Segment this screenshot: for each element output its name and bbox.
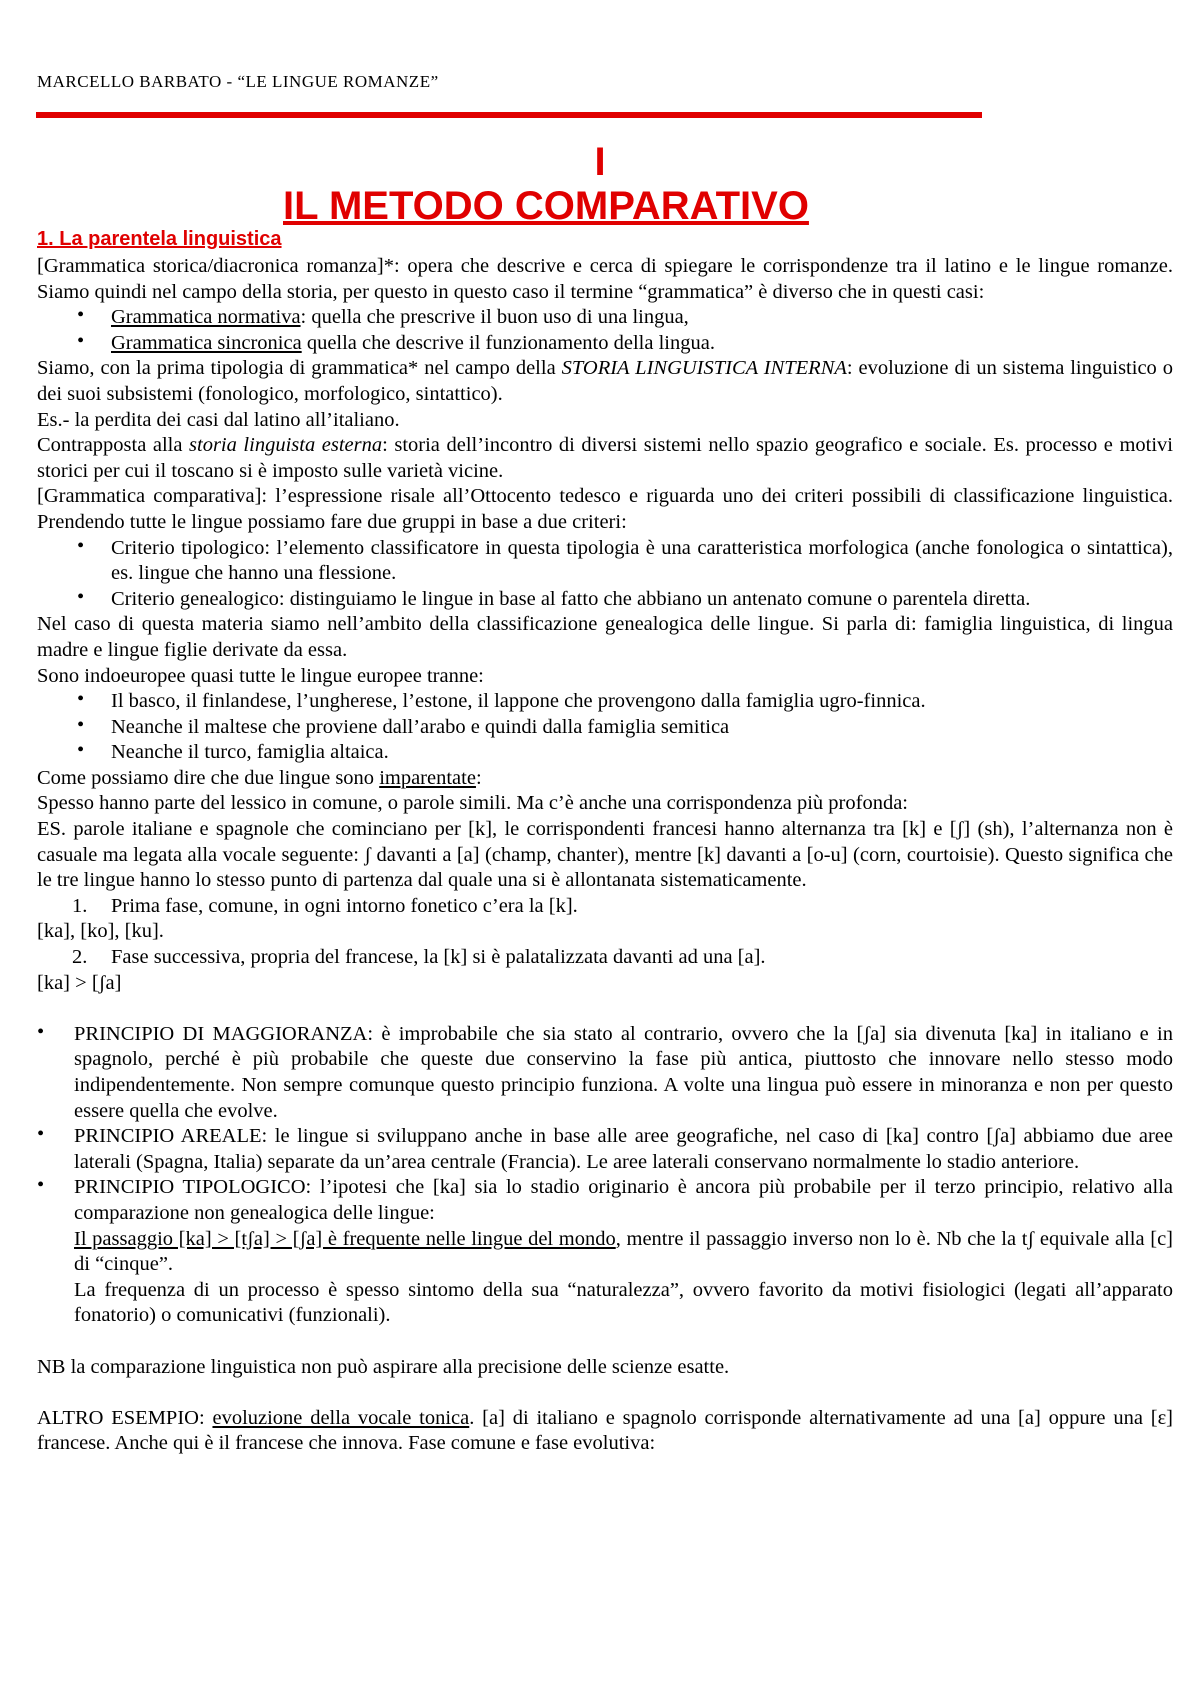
list-item: 1. Prima fase, comune, in ogni intorno fonetico c’era la [k]. <box>72 894 578 917</box>
sub-paragraph: Il passaggio [ka] > [tʃa] > [ʃa] è frequente nelle lingue del mondo, mentre il passaggio inverso non lo è. Nb che la tʃ equivale alla [c] di “cinque”. <box>74 1227 1173 1276</box>
paragraph: [Grammatica comparativa]: l’espressione risale all’Ottocento tedesco e riguarda uno dei criteri possibili di classificazione linguistica. Prendendo tutte le lingue possiamo fare due gruppi in base a due criteri: <box>37 485 1173 533</box>
document-body <box>37 254 1173 1457</box>
paragraph: ES. parole italiane e spagnole che cominciano per [k], le corrispondenti francesi hanno alternanza tra [k] e [ʃ] (sh), l’alternanza non è casuale ma legata alla vocale seguente: ʃ davanti a [a] (champ, chanter), mentre [k] davanti a [o-u] (corn, courtoisie). Questo significa che le tre lingue hanno lo stesso punto di partenza dal quale una si è allontanata sistematicamente. <box>37 818 1173 892</box>
list-item: • Neanche il turco, famiglia altaica. <box>37 740 1173 766</box>
grammar-types-list <box>37 305 1173 356</box>
paragraph: Sono indoeuropee quasi tutte le lingue europee tranne: <box>37 664 484 687</box>
paragraph: NB la comparazione linguistica non può aspirare alla precisione delle scienze esatte. <box>37 1355 730 1378</box>
paragraph: Nel caso di questa materia siamo nell’ambito della classificazione genealogica delle lingue. Si parla di: famiglia linguistica, di lingua madre e lingue figlie derivate da essa. <box>37 613 1173 661</box>
list-item: • PRINCIPIO TIPOLOGICO: l’ipotesi che [ka] sia lo stadio originario è ancora più probabile per il terzo principio, relativo alla comparazione non genealogica delle lingue: <box>37 1175 1173 1226</box>
list-item: • Il basco, il finlandese, l’ungherese, l’estone, il lappone che provengono dalla famiglia ugro-finnica. <box>37 689 1173 715</box>
chapter-number: I <box>594 140 606 184</box>
phases-list <box>37 945 1173 971</box>
page-header: MARCELLO BARBATO - “LE LINGUE ROMANZE” <box>37 72 439 91</box>
sub-paragraph: La frequenza di un processo è spesso sintomo della sua “naturalezza”, ovvero favorito da motivi fisiologici (legati all’apparato fonatorio) o comunicativi (funzionali). <box>74 1278 1173 1327</box>
list-item: • Criterio genealogico: distinguiamo le lingue in base al fatto che abbiano un antenato comune o parentela diretta. <box>37 587 1173 613</box>
phases-list <box>37 894 1173 920</box>
paragraph: [Grammatica storica/diacronica romanza]*: opera che descrive e cerca di spiegare le corrispondenze tra il latino e le lingue romanze. Siamo quindi nel campo della storia, per questo in questo caso il termine “grammatica” è diverso che in questi casi: <box>37 255 1173 303</box>
list-item: • Criterio tipologico: l’elemento classificatore in questa tipologia è una caratteristica morfologica (anche fonologica o sintattica), es. lingue che hanno una flessione. <box>37 536 1173 587</box>
paragraph: Contrapposta alla storia linguista esterna: storia dell’incontro di diversi sistemi nello spazio geografico e sociale. Es. processo e motivi storici per cui il toscano si è imposto sulle varietà vicine. <box>37 434 1173 482</box>
paragraph: Es.- la perdita dei casi dal latino all’italiano. <box>37 408 400 431</box>
list-item: • PRINCIPIO DI MAGGIORANZA: è improbabile che sia stato al contrario, ovvero che la [ʃa] sia divenuta [ka] in italiano e in spagnolo, perché è più probabile che queste due conservino la fase più antica, piuttosto che innovare nello stesso modo indipendentemente. Non sempre comunque questo principio funziona. A volte una lingua può essere in minoranza e non per questo essere quella che evolve. <box>37 1022 1173 1124</box>
list-item: 2. Fase successiva, propria del francese, la [k] si è palatalizzata davanti ad una [a]. <box>72 946 766 969</box>
principles-list <box>37 1022 1173 1227</box>
term: Grammatica sincronica <box>111 331 302 354</box>
section-title: 1. La parentela linguistica <box>37 228 282 250</box>
criteria-list <box>37 536 1173 613</box>
list-item: • Neanche il maltese che proviene dall’arabo e quindi dalla famiglia semitica <box>37 715 1173 741</box>
chapter-title: IL METODO COMPARATIVO <box>283 184 809 228</box>
paragraph: Come possiamo dire che due lingue sono imparentate: <box>37 766 482 789</box>
paragraph: Siamo, con la prima tipologia di grammatica* nel campo della STORIA LINGUISTICA INTERNA: evoluzione di un sistema linguistico o dei suoi subsistemi (fonologico, morfologico, sintattico). <box>37 357 1173 405</box>
header-rule <box>36 112 982 118</box>
list-item: • Grammatica normativa: quella che prescrive il buon uso di una lingua, <box>37 305 1173 331</box>
paragraph: ALTRO ESEMPIO: evoluzione della vocale tonica. [a] di italiano e spagnolo corrisponde alternativamente ad una [a] oppure una [ɛ] francese. Anche qui è il francese che innova. Fase comune e fase evolutiva: <box>37 1406 1173 1455</box>
paragraph: Spesso hanno parte del lessico in comune, o parole simili. Ma c’è anche una corrispondenza più profonda: <box>37 792 908 815</box>
term: Grammatica normativa <box>111 306 301 329</box>
paragraph: [ka], [ko], [ku]. <box>37 920 164 943</box>
exceptions-list <box>37 689 1173 766</box>
list-item: • PRINCIPIO AREALE: le lingue si sviluppano anche in base alle aree geografiche, nel caso di [ka] contro [ʃa] abbiamo due aree laterali (Spagna, Italia) separate da un’area centrale (Francia). Le aree laterali conservano normalmente lo stadio anteriore. <box>37 1124 1173 1175</box>
list-item: • Grammatica sincronica quella che descrive il funzionamento della lingua. <box>37 331 1173 357</box>
paragraph: [ka] > [ʃa] <box>37 971 122 994</box>
